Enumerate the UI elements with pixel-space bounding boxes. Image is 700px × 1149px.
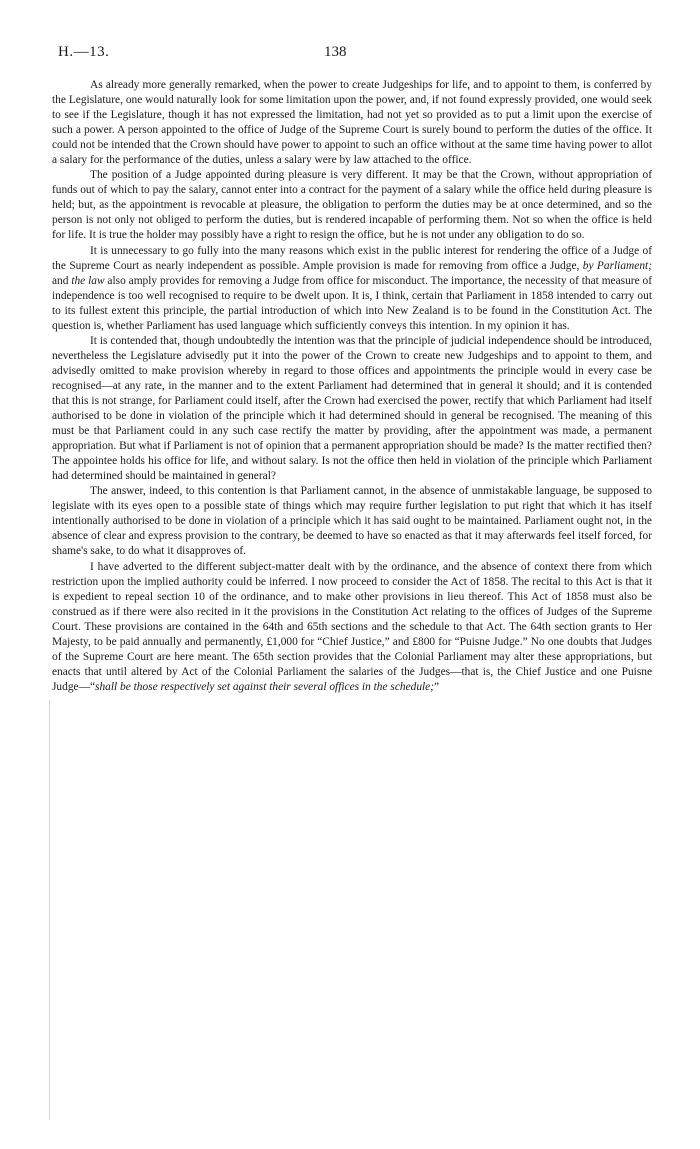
page-number: 138: [324, 44, 347, 60]
paragraph-text: The position of a Judge appointed during pleasure is very different. It may be that the Crown, without appropriation of funds out of which to pay the salary, cannot enter into a contract for the payment of a salary while the office held during pleasure is held; but, as the appointment is revocable at pleasure, the obligation to perform the duties may be at once determined, and so the person is not only not obliged to perform the duties, but is rendered incapable of performing them. Not so when the office is held for life. It is true the holder may possibly have a right to resign the office, but he is not under any obligation to do so.: [52, 169, 652, 242]
paragraph-text: The answer, indeed, to this contention is that Parliament cannot, in the absence of unmistakable language, be supposed to legislate with its eyes open to a possible state of things which may require further legislation to put right that which it has itself intentionally authorised to be done in violation of a principle which it has said ought to be maintained. Parliament ought not, in the absence of clear and express provision to the contrary, be deemed to have so enacted as that it may afterwards feel itself forced, for shame's sake, to do what it disapproves of.: [52, 485, 652, 558]
paragraph-limitation-of-power: [52, 78, 652, 168]
document-body: [52, 78, 652, 695]
italic-schedule-quote: shall be those respectively set against their several offices in the schedule;: [95, 680, 435, 693]
paragraph-act-of-1858: [52, 560, 652, 695]
italic-the-law: the law: [71, 274, 105, 287]
italic-by-parliament: by Parliament;: [582, 259, 652, 272]
paragraph-text: I have adverted to the different subject-matter dealt with by the ordinance, and the absence of context there from which restriction upon the implied authority could be inferred. I now proceed to consider the Act of 1858. The recital to this Act is that it is expedient to repeal section 10 of the ordinance, and to make other provisions in lieu thereof. This Act of 1858 must also be construed as if there were also recited in it the provisions in the Constitution Act relating to the offices of Judges of the Supreme Court. These provisions are contained in the 64th and 65th sections and the schedule to that Act. The 64th section grants to Her Majesty, to be paid annually and permanently, £1,000 for “Chief Justice,” and £800 for “Puisne Judge.” No one doubts that Judges of the Supreme Court are here meant. The 65th section provides that the Colonial Parliament may alter these appropriations, but enacts that until altered by Act of the Colonial Parliament the salaries of the Judges—that is, the Chief Justice and one Puisne Judge—“: [52, 560, 652, 693]
document-reference: H.—13.: [58, 44, 110, 60]
paragraph-text: and: [52, 274, 72, 287]
paragraph-judge-during-pleasure: [52, 168, 652, 243]
document-page: [52, 40, 652, 695]
page-header: [52, 40, 652, 66]
paragraph-text: also amply provides for removing a Judge from office for misconduct. The importance, the necessity of that measure of independence is too well recognised to require to be dwelt upon. It is, I think, certain that Parliament in 1858 intended to carry out to its fullest extent this principle, the partial introduction of which into New Zealand is to be found in the Constitution Act. The question is, whether Parliament has used language which sufficiently conveys this intention. In my opinion it has.: [52, 274, 652, 332]
paragraph-answer: [52, 484, 652, 559]
paragraph-text: It is contended that, though undoubtedly the intention was that the principle of judicial independence should be introduced, nevertheless the Legislature advisedly put it into the power of the Crown to create new Judgeships and to appoint to them, and advisedly omitted to make provision whereby in regard to those offices and appointments the principle would in every case be recognised—at any rate, in the manner and to the extent Parliament had determined that in general it should; and it is contended that this is not strange, for Parliament could itself, after the Crown had exercised the power, rectify that which Parliament had itself authorised to be done in violation of the principle which it had determined should in general be recognised. The meaning of this must be that Parliament could in any such case rectify the matter by providing, after the appointment was made, a permanent appropriation. But what if Parliament is not of opinion that a permanent appropriation should be made? Is the matter rectified then? The appointee holds his office for life, and without salary. Is not the office then held in violation of the principle which Parliament had determined should be maintained in general?: [52, 334, 652, 483]
margin-rule: [49, 700, 50, 1120]
paragraph-text: It is unnecessary to go fully into the many reasons which exist in the public interest for rendering the office of a Judge of the Supreme Court as nearly independent as possible. Ample provision is made for removing from office a Judge,: [52, 244, 652, 272]
paragraph-text: ”: [434, 680, 440, 693]
paragraph-judicial-independence: [52, 244, 652, 334]
paragraph-text: As already more generally remarked, when the power to create Judgeships for life, and to appoint to them, is conferred by the Legislature, one would naturally look for some limitation upon the power, and, if not found expressly provided, one would seek to see if the Legislature, though it has not expressed the limitation, had not yet so provided as to put a limit upon the exercise of such a power. A person appointed to the office of Judge of the Supreme Court is surely bound to perform the duties of the office. It could not be intended that the Crown should have power to appoint to such an office without at the same time having power to allot a salary for the performance of the duties, unless a salary were by law attached to the office.: [52, 79, 652, 167]
paragraph-contention: [52, 334, 652, 484]
